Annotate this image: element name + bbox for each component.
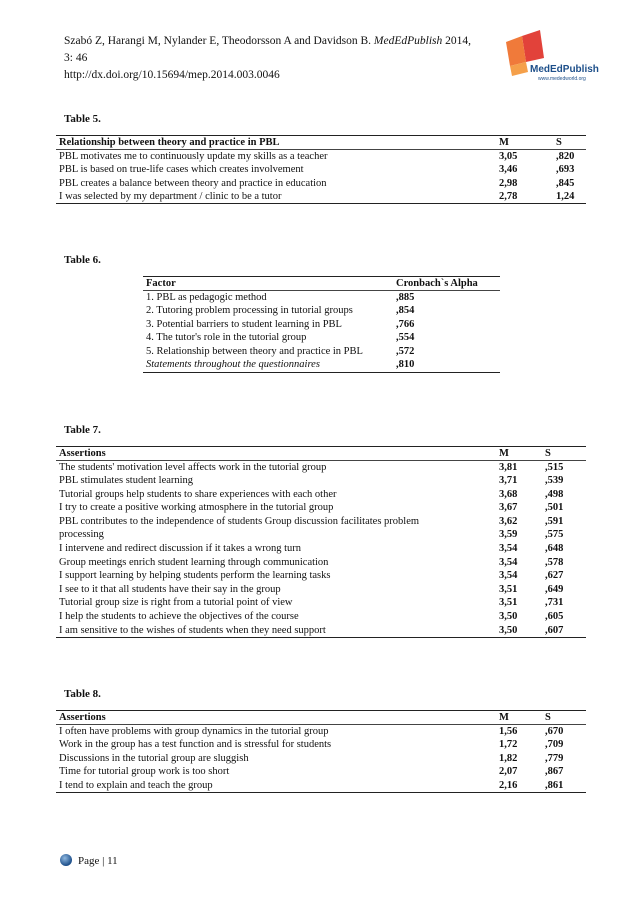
row-alpha: ,854 — [396, 305, 415, 317]
row-sd: ,649 — [545, 583, 564, 595]
table5 — [56, 135, 586, 204]
table-row — [56, 596, 586, 610]
table-row — [56, 461, 586, 475]
row-sd: ,648 — [545, 543, 564, 555]
row-mean: 3,59 — [499, 529, 518, 541]
row-sd: ,591 — [545, 515, 564, 527]
table7 — [56, 446, 586, 638]
row-label: PBL creates a balance between theory and practice in education — [59, 177, 327, 189]
row-mean: 3,68 — [499, 488, 518, 500]
row-label: Group meetings enrich student learning through communication — [59, 556, 329, 568]
table-row — [143, 331, 500, 345]
page-footer — [60, 855, 118, 870]
row-alpha: ,572 — [396, 345, 415, 357]
citation-year: 2014, — [445, 35, 472, 47]
row-mean: 3,81 — [499, 462, 518, 473]
row-sd: 1,24 — [556, 191, 575, 203]
table-row — [56, 150, 586, 164]
row-sd: ,820 — [556, 151, 575, 162]
table6-header-factor: Factor — [143, 277, 396, 291]
row-label: The students' motivation level affects work in the tutorial group — [59, 462, 327, 473]
row-mean: 2,07 — [499, 766, 518, 778]
row-mean: 1,56 — [499, 726, 518, 737]
row-mean: 3,51 — [499, 597, 518, 609]
row-sd: ,709 — [545, 739, 564, 751]
row-mean: 2,98 — [499, 177, 518, 189]
row-label: I often have problems with group dynamics in the tutorial group — [59, 726, 329, 737]
table6-header-row — [143, 277, 500, 291]
row-label: I intervene and redirect discussion if it takes a wrong turn — [59, 543, 302, 555]
table8 — [56, 710, 586, 793]
table-row — [143, 318, 500, 332]
table-row — [56, 569, 586, 583]
table-row — [56, 528, 586, 542]
table6-header-alpha: Cronbach`s Alpha — [396, 277, 500, 291]
table-row — [56, 177, 586, 191]
table8-header-m: M — [499, 711, 545, 725]
page-header — [64, 33, 504, 84]
row-mean: 3,50 — [499, 624, 518, 636]
row-label: PBL is based on true-life cases which creates involvement — [59, 164, 304, 176]
row-label: I was selected by my department / clinic to be a tutor — [59, 191, 282, 203]
table-row — [56, 725, 586, 739]
citation-volume: 3: 46 — [64, 52, 88, 64]
table6-title: Table 6. — [64, 254, 101, 266]
row-sd: ,779 — [545, 752, 564, 764]
row-label: I try to create a positive working atmosphere in the tutorial group — [59, 502, 334, 514]
row-sd: ,627 — [545, 570, 564, 582]
table6 — [143, 276, 500, 373]
row-sd: ,731 — [545, 597, 564, 609]
row-alpha: ,766 — [396, 318, 415, 330]
row-label: I help the students to achieve the objectives of the course — [59, 611, 299, 623]
row-label: 3. Potential barriers to student learning in PBL — [146, 318, 342, 330]
row-alpha: ,885 — [396, 292, 415, 303]
table-row — [56, 542, 586, 556]
citation-authors: Szabó Z, Harangi M, Nylander E, Theodorsson A and Davidson B. — [64, 35, 372, 47]
table7-header-row — [56, 447, 586, 461]
table-row — [56, 474, 586, 488]
table8-header-s: S — [545, 711, 586, 725]
table8-title: Table 8. — [64, 688, 101, 700]
row-label: 4. The tutor's role in the tutorial group — [146, 332, 307, 344]
row-mean: 3,71 — [499, 475, 518, 487]
row-alpha: ,554 — [396, 332, 415, 344]
citation-line — [64, 33, 504, 50]
row-mean: 3,67 — [499, 502, 518, 514]
row-sd: ,578 — [545, 556, 564, 568]
row-sd: ,575 — [545, 529, 564, 541]
table-row — [56, 556, 586, 570]
row-sd: ,515 — [545, 462, 564, 473]
table8-header-row — [56, 711, 586, 725]
logo-url: www.mededworld.org — [538, 76, 586, 82]
row-label: processing — [59, 529, 104, 541]
row-sd: ,845 — [556, 177, 575, 189]
table7-header-m: M — [499, 447, 545, 461]
table7-title: Table 7. — [64, 424, 101, 436]
table-row — [56, 752, 586, 766]
page-number: Page | 11 — [78, 855, 118, 867]
row-label: Statements throughout the questionnaires — [146, 359, 320, 371]
row-mean: 3,51 — [499, 583, 518, 595]
row-label: Discussions in the tutorial group are sluggish — [59, 752, 249, 764]
table-row — [56, 624, 586, 638]
row-label: I am sensitive to the wishes of students when they need support — [59, 624, 326, 636]
table-row — [56, 779, 586, 793]
row-mean: 3,46 — [499, 164, 518, 176]
row-sd: ,693 — [556, 164, 575, 176]
row-label: PBL contributes to the independence of students Group discussion facilitates problem — [59, 515, 420, 527]
row-label: Tutorial group size is right from a tutorial point of view — [59, 597, 293, 609]
table-row — [56, 515, 586, 529]
table5-header-label: Relationship between theory and practice in PBL — [56, 136, 499, 150]
table-row — [143, 304, 500, 318]
logo-wordmark: MedEdPublish — [530, 64, 599, 75]
row-sd: ,670 — [545, 726, 564, 737]
globe-icon — [60, 854, 72, 866]
row-label: I see to it that all students have their say in the group — [59, 583, 281, 595]
table5-header-row — [56, 136, 586, 150]
row-label: I tend to explain and teach the group — [59, 779, 213, 791]
table5-title: Table 5. — [64, 113, 101, 125]
row-label: Time for tutorial group work is too short — [59, 766, 230, 778]
row-mean: 3,05 — [499, 151, 518, 162]
row-sd: ,501 — [545, 502, 564, 514]
row-label: 5. Relationship between theory and practice in PBL — [146, 345, 363, 357]
row-mean: 3,62 — [499, 515, 518, 527]
table-row — [56, 190, 586, 204]
table-row — [143, 291, 500, 305]
row-label: 1. PBL as pedagogic method — [146, 292, 267, 303]
table8-header-label: Assertions — [56, 711, 499, 725]
row-mean: 1,72 — [499, 739, 518, 751]
row-sd: ,498 — [545, 488, 564, 500]
row-label: 2. Tutoring problem processing in tutorial groups — [146, 305, 353, 317]
table7-header-label: Assertions — [56, 447, 499, 461]
row-mean: 3,50 — [499, 611, 518, 623]
row-mean: 3,54 — [499, 543, 518, 555]
table-row — [56, 488, 586, 502]
table-row — [56, 501, 586, 515]
table5-header-s: S — [556, 136, 586, 150]
row-mean: 2,78 — [499, 191, 518, 203]
row-label: PBL motivates me to continuously update my skills as a teacher — [59, 151, 328, 162]
row-sd: ,861 — [545, 779, 564, 791]
row-mean: 3,54 — [499, 556, 518, 568]
row-mean: 3,54 — [499, 570, 518, 582]
citation-doi[interactable]: http://dx.doi.org/10.15694/mep.2014.003.0046 — [64, 69, 280, 81]
table7-header-s: S — [545, 447, 586, 461]
table-row — [143, 358, 500, 372]
row-label: Tutorial groups help students to share experiences with each other — [59, 488, 337, 500]
table-row — [56, 738, 586, 752]
row-sd: ,867 — [545, 766, 564, 778]
row-sd: ,605 — [545, 611, 564, 623]
table-row — [56, 610, 586, 624]
table-row — [143, 345, 500, 359]
table-row — [56, 163, 586, 177]
citation-journal: MedEdPublish — [373, 35, 443, 47]
row-sd: ,539 — [545, 475, 564, 487]
table5-header-m: M — [499, 136, 556, 150]
row-label: I support learning by helping students perform the learning tasks — [59, 570, 331, 582]
row-sd: ,607 — [545, 624, 564, 636]
row-label: PBL stimulates student learning — [59, 475, 194, 487]
row-mean: 2,16 — [499, 779, 518, 791]
row-mean: 1,82 — [499, 752, 518, 764]
row-alpha: ,810 — [396, 359, 415, 371]
mededpublish-logo — [500, 28, 599, 90]
table-row — [56, 765, 586, 779]
row-label: Work in the group has a test function and is stressful for students — [59, 739, 332, 751]
table-row — [56, 583, 586, 597]
